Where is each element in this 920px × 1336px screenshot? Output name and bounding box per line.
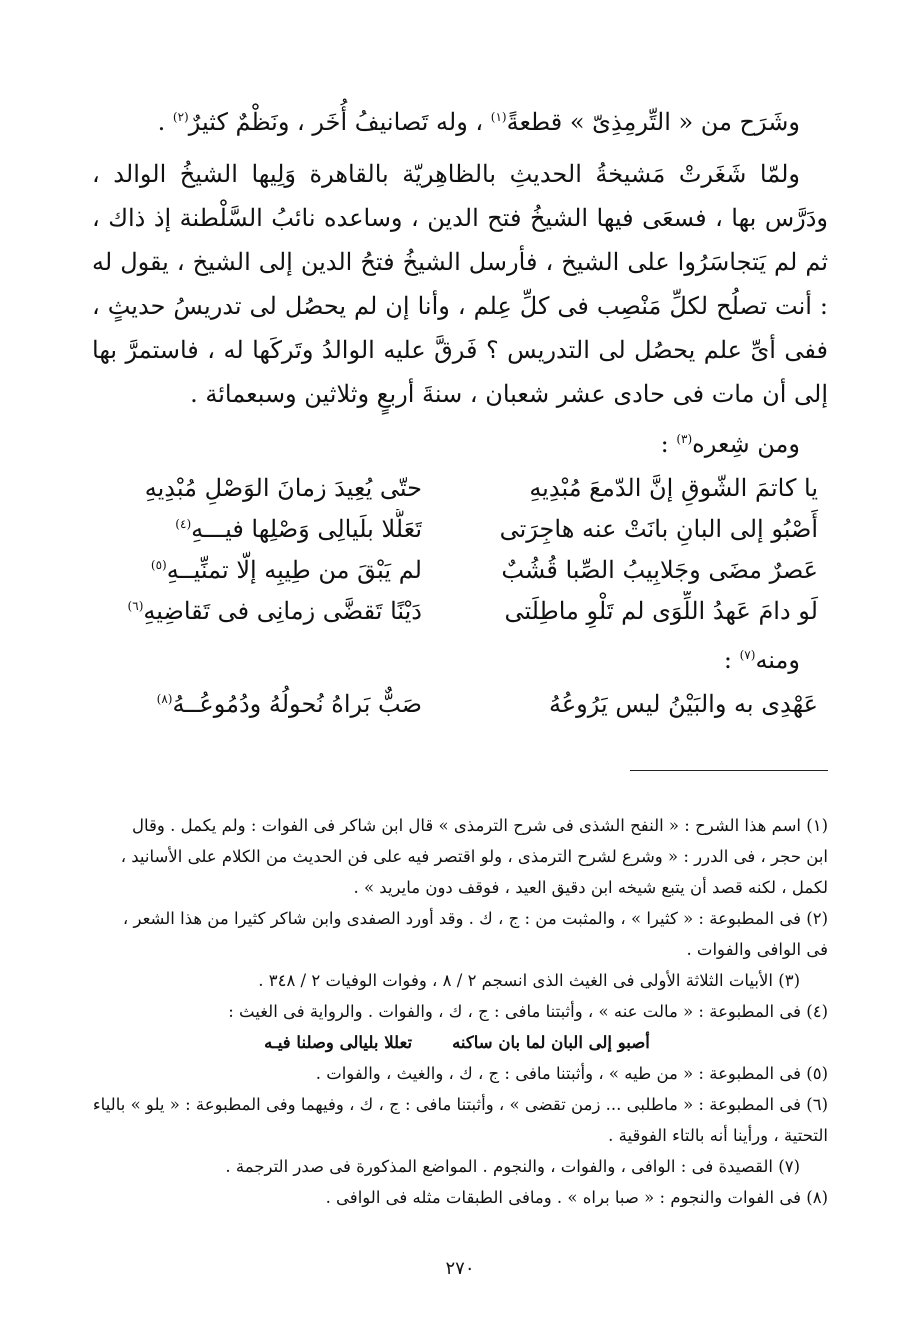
footnote-ref-7[interactable]: (٧): [739, 648, 756, 662]
verse-second-hemistich: [92, 591, 422, 632]
verse-second-hemistich: [92, 550, 422, 591]
main-text: [92, 100, 828, 725]
verse-first-hemistich: عَهْدِى به والبَيْنُ ليس يَرُوعُهُ: [548, 690, 818, 718]
verse-first-hemistich: لَو دامَ عَهدُ اللِّوَى لم تَلْوِ ماطِلَتى: [504, 597, 818, 625]
footnote-verse-second: تعللا بليالى وصلنا فيـه: [264, 1033, 413, 1052]
verse-second-text: صَبٌّ بَراهُ نُحولُهُ ودُمُوعُــهُ: [172, 690, 422, 718]
footnote-line: (٦) فى المطبوعة : « ماطلبى ... زمن تقضى » ، وأثبتنا مافى : ج ، ك ، وفيهما وفى المطبوعة : « يلو » بالياء: [92, 1095, 828, 1114]
footnote-line: (٢) فى المطبوعة : « كثيرا » ، والمثبت من : ج ، ك . وقد أورد الصفدى وابن شاكر كثيرا من هذا الشعر ،: [122, 909, 828, 928]
poem-1: [92, 468, 828, 632]
verse-first-hemistich: يا كاتمَ الشّوقِ إنَّ الدّمعَ مُبْدِيهِ: [529, 474, 818, 502]
poem-1-intro-text: ومن شِعره: [692, 430, 800, 458]
verse-line: [92, 684, 828, 725]
footnote-ref-1[interactable]: (١): [490, 110, 507, 124]
page-number: ٢٧٠: [445, 1258, 475, 1279]
poem-1-intro-colon: :: [660, 430, 677, 458]
footnote-ref-6[interactable]: (٦): [127, 599, 144, 613]
verse-line: [92, 468, 828, 509]
footnote-line: فى الوافى والفوات .: [686, 940, 828, 959]
footnote-line: (٣) الأبيات الثلاثة الأولى فى الغيث الذى انسجم ٢ / ٨ ، وفوات الوفيات ٢ / ٣٤٨ .: [258, 971, 800, 990]
footnote-verse: [86, 1027, 828, 1058]
poem-2: [92, 684, 828, 725]
verse-line: [92, 509, 828, 550]
poem-2-intro: [92, 638, 828, 682]
verse-second-text: تَعَلُّلا بلَيالِى وَصْلِها فيـــهِ: [191, 515, 422, 543]
verse-second-text: لم يَبْقَ من طِيبِه إلّا تمنِّيــهِ: [166, 556, 422, 584]
footnote-ref-5[interactable]: (٥): [150, 558, 167, 572]
footnote-line: (٨) فى الفوات والنجوم : « صبا براه » . ومافى الطبقات مثله فى الوافى .: [325, 1188, 828, 1207]
footnote-ref-4[interactable]: (٤): [175, 517, 192, 531]
poem-2-intro-colon: :: [723, 646, 740, 674]
footnote-line: (١) اسم هذا الشرح : « النفح الشذى فى شرح الترمذى » قال ابن شاكر فى الفوات : ولم يكمل . وقال: [132, 816, 828, 835]
verse-second-text: دَيْنًا تَقضَّى زمانِى فى تَقاضِيهِ: [143, 597, 422, 625]
paragraph-1-text: وشَرَح من « التِّرمِذِىّ » قطعةً: [506, 108, 800, 136]
footnote-ref-3[interactable]: (٣): [676, 432, 693, 446]
footnotes: [86, 810, 828, 1213]
footnote-line: (٧) القصيدة فى : الوافى ، والفوات ، والنجوم . المواضع المذكورة فى صدر الترجمة .: [225, 1157, 800, 1176]
footnote-ref-2[interactable]: (٢): [172, 110, 189, 124]
footnote-line: التحتية ، ورأينا أنه بالتاء الفوقية .: [608, 1126, 828, 1145]
footnote-line: لكمل ، لكنه قصد أن يتبع شيخه ابن دقيق العيد ، فوقف دون مايريد » .: [353, 878, 828, 897]
verse-line: [92, 550, 828, 591]
poem-2-intro-text: ومنه: [755, 646, 800, 674]
verse-first-hemistich: أَصْبُو إلى البانِ بانَتْ عنه هاجِرَتى: [499, 515, 818, 543]
footnote-verse-first: أصبو إلى البان لما بان ساكنه: [452, 1033, 650, 1052]
footnote-line: ابن حجر ، فى الدرر : « وشرع لشرح الترمذى ، ولو اقتصر فيه على فن الحديث من الكلام على الأسانيد ،: [120, 847, 828, 866]
verse-second-hemistich: [92, 684, 422, 725]
verse-line: [92, 591, 828, 632]
footnote-line: (٥) فى المطبوعة : « من طيه » ، وأثبتنا مافى : ج ، ك ، والغيث ، والفوات .: [315, 1064, 828, 1083]
paragraph-2: ولمّا شَغَرتْ مَشيخةُ الحديثِ بالظاهِريّة بالقاهرة وَلِيها الشيخُ الوالد ، ودَرَّس بها ، فسعَى فيها الشيخُ فتح الدين ، وساعده نائبُ السَّلْطنة إذ ذاك ، ثم لم يَتجاسَرُوا على الشيخ ، فأرسل الشيخُ فتحُ الدين إلى الشيخ ، يقول له : أنت تصلُح لكلِّ مَنْصِب فى كلِّ عِلم ، وأنا إن لم يحصُل لى تدريسُ حديثٍ ، ففى أىِّ علم يحصُل لى التدريس ؟ فَرقَّ عليه الوالدُ وتَركَها له ، فاستمرَّ بها إلى أن مات فى حادى عشر شعبان ، سنةَ أربعٍ وثلاثين وسبعمائة .: [92, 160, 828, 408]
poem-1-intro: [92, 422, 828, 466]
verse-second-text: حتّى يُعِيدَ زمانَ الوَصْلِ مُبْدِيهِ: [144, 474, 422, 502]
verse-first-hemistich: عَصرٌ مضَى وجَلابِيبُ الصِّبا قُشُبٌ: [501, 556, 818, 584]
footnote-line: (٤) فى المطبوعة : « مالت عنه » ، وأثبتنا مافى : ج ، ك ، والفوات . والرواية فى الغيث :: [228, 1002, 828, 1021]
paragraph-1-text-2: ، وله تَصانيفُ أُخَر ، ونَظْمٌ كثيرٌ: [188, 108, 491, 136]
verse-second-hemistich: [92, 509, 422, 550]
paragraph-1-text-3: .: [157, 108, 173, 136]
footnote-separator: [630, 770, 828, 771]
paragraph-1: [92, 100, 828, 144]
verse-second-hemistich: [92, 468, 422, 509]
footnote-ref-8[interactable]: (٨): [156, 692, 173, 706]
